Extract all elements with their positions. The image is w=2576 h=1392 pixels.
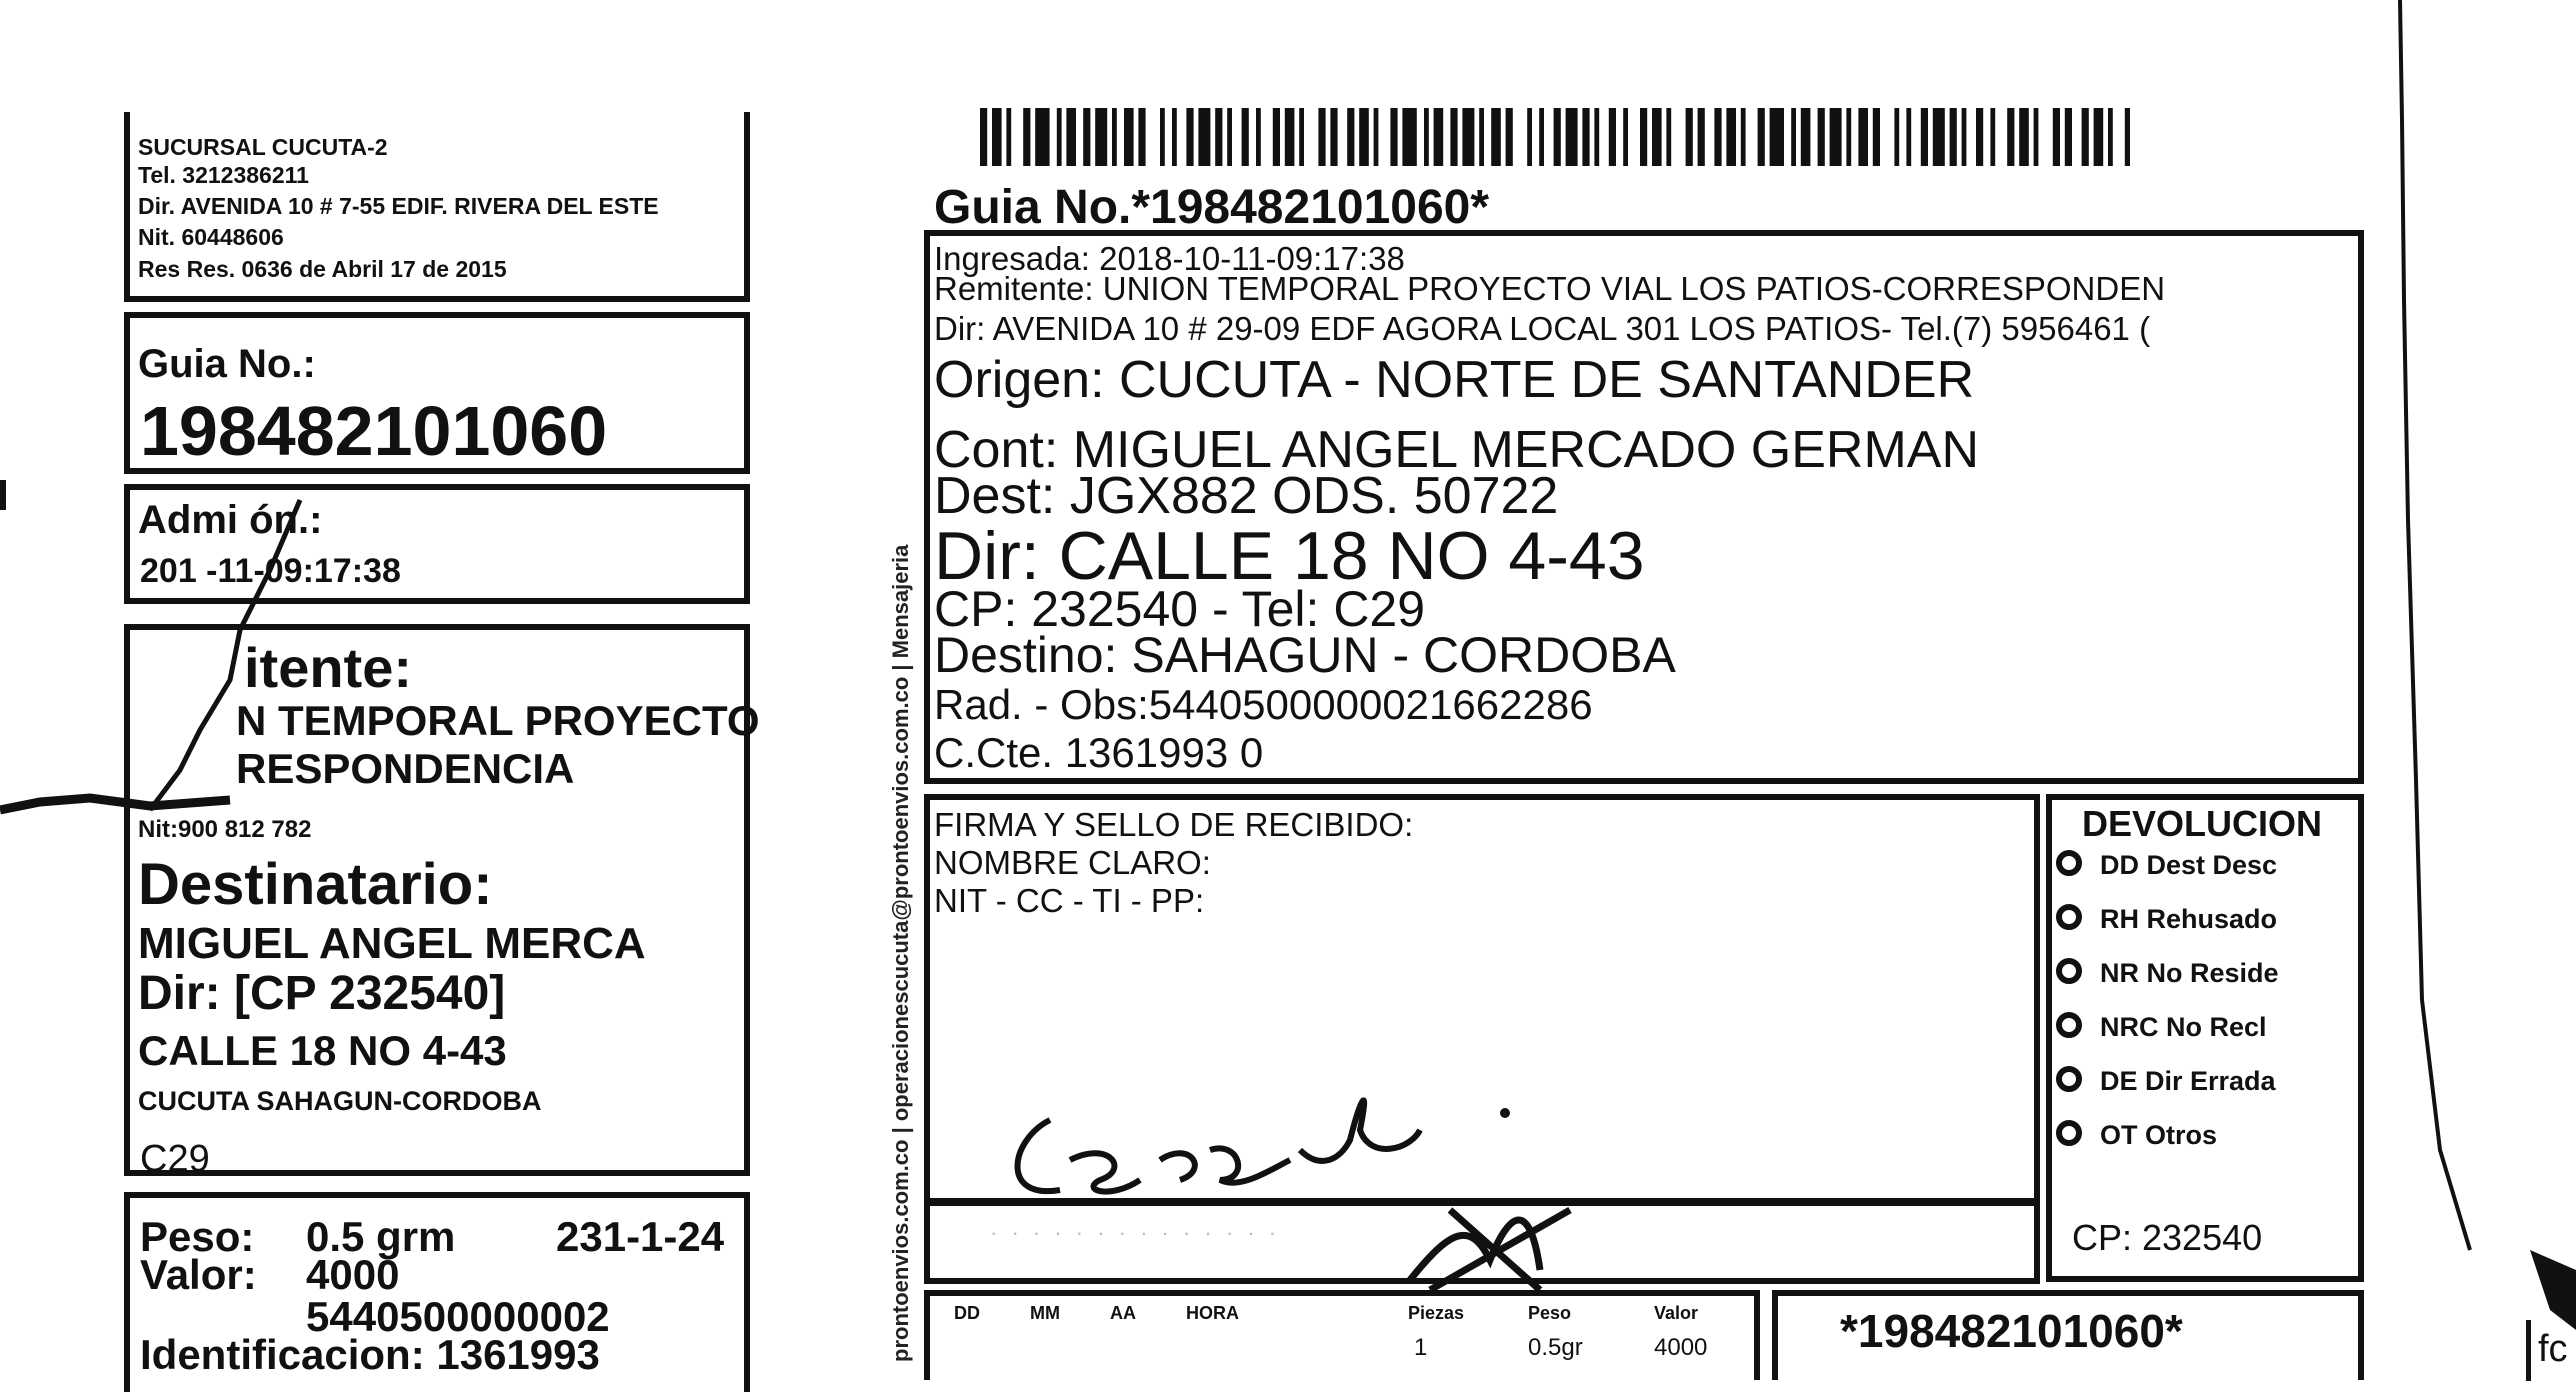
dest-city: CUCUTA SAHAGUN-CORDOBA [138,1086,542,1116]
remitente-label: itente: [244,636,412,699]
ingresada: Ingresada: 2018-10-11-09:17:38 [934,240,1405,277]
vertical-contact-text: prontoenvios.com.co | operacionescucuta@prontoenvios.com.co | Mensajeria [888,544,913,1362]
barcode-bar [1741,108,1746,166]
ccte: C.Cte. 1361993 0 [934,729,1264,776]
barcode-bar [2094,108,2104,166]
barcode-bar [1095,108,1107,166]
barcode-bar [1906,108,1911,166]
option-nr-radio[interactable] [2056,958,2082,984]
peso-value: 0.5 grm [306,1213,456,1260]
guia-number: 198482101060 [140,392,608,470]
barcode-bar [1506,108,1513,166]
barcode-top [980,108,2130,166]
barcode-bar [1390,108,1397,166]
barcode-bar [1933,108,1945,166]
nit-label: Nit:900 812 782 [138,816,312,843]
dir-remitente: Dir: AVENIDA 10 # 29-09 EDF AGORA LOCAL 301 LOS PATIOS- Tel.(7) 5956461 ( [934,310,2151,347]
barcode-bar [1242,108,1249,166]
barcode-bar [2082,108,2089,166]
barcode-bar [1491,108,1501,166]
firma-label: FIRMA Y SELLO DE RECIBIDO: [934,806,1414,843]
barcode-bar [1582,108,1589,166]
branch-dir: Dir. AVENIDA 10 # 7-55 EDIF. RIVERA DEL ESTE [138,193,659,219]
branch-name: SUCURSAL CUCUTA-2 [138,134,388,160]
option-ot-label: OT Otros [2100,1120,2218,1150]
barcode-bar [1402,108,1416,166]
option-nrc-radio[interactable] [2056,1012,2082,1038]
barcode-bar [1066,108,1076,166]
barcode-bar [1527,108,1532,166]
nombre-label: NOMBRE CLARO: [934,844,1211,881]
remitente-line2: RESPONDENCIA [236,745,575,792]
barcode-bar [1374,108,1379,166]
barcode-bar [1791,108,1796,166]
destino: Destino: SAHAGUN - CORDOBA [934,627,1676,683]
remitente: Remitente: UNION TEMPORAL PROYECTO VIAL LOS PATIOS-CORRESPONDEN [934,270,2166,307]
col-dd: DD [954,1303,980,1323]
barcode-bar [1479,108,1484,166]
rad-value: 5440500000002 [306,1293,610,1340]
branch-tel: Tel. 3212386211 [138,162,309,188]
barcode-bar [1462,108,1474,166]
valor-value: 4000 [306,1251,400,1298]
col-valor: Valor [1654,1303,1699,1323]
col-mm: MM [1030,1303,1060,1323]
col-hora: HORA [1186,1303,1239,1323]
barcode-bar [1976,108,1983,166]
barcode-bar [2053,108,2060,166]
faint-strip-text: · · · · · · · · · · · · · · [990,1220,1281,1245]
barcode-bar [1359,108,1369,166]
barcode-bar [1160,108,1165,166]
barcode-bar [1227,108,1232,166]
barcode-bar [1858,108,1868,166]
barcode-bar [1256,108,1261,166]
option-de-radio[interactable] [2056,1066,2082,1092]
rad-obs: Rad. - Obs:5440500000021662286 [934,681,1593,728]
destinatario-label: Destinatario: [138,852,493,917]
barcode-bar [1990,108,1995,166]
option-de-label: DE Dir Errada [2100,1066,2276,1096]
barcode-bar [2034,108,2039,166]
dest: Dest: JGX882 ODS. 50722 [934,467,1559,525]
option-rh-label: RH Rehusado [2100,904,2278,934]
remitente-line1: N TEMPORAL PROYECTO [236,697,760,744]
barcode-bar [1962,108,1967,166]
barcode-bar [1714,108,1721,166]
barcode-bar [1894,108,1899,166]
barcode-bar [1006,108,1011,166]
barcode-bar [1347,108,1354,166]
barcode-bar [1830,108,1842,166]
val-valor: 4000 [1654,1334,1708,1361]
dest-tel: C29 [140,1138,210,1180]
barcode-bar [1726,108,1736,166]
col-piezas: Piezas [1408,1303,1465,1323]
dest-name: MIGUEL ANGEL MERCA [138,919,646,968]
barcode-bar [1285,108,1295,166]
barcode-bar [1424,108,1429,166]
barcode-bar [2108,108,2113,166]
stamp-scribble [1390,1190,1590,1300]
option-nr-label: NR No Reside [2100,958,2279,988]
barcode-bar [1758,108,1765,166]
option-dd-label: DD Dest Desc [2100,850,2278,880]
barcode-bar [1566,108,1578,166]
barcode-bar [1450,108,1457,166]
barcode-bar [1198,108,1210,166]
barcode-bar [1299,108,1304,166]
identificacion: Identificacion: 1361993 [140,1331,600,1378]
barcode-bar [1138,108,1145,166]
branch-nit: Nit. 60448606 [138,224,284,250]
barcode-bar [980,108,987,166]
col-peso: Peso [1528,1303,1572,1323]
barcode-bar [1215,108,1222,166]
dest-dir: Dir: [CP 232540] [138,967,506,1020]
barcode-bar [1035,108,1049,166]
barcode-bar [1686,108,1693,166]
guia-title: Guia No.*198482101060* [934,181,1490,234]
peso-label: Peso: [140,1213,255,1260]
barcode-bar [2065,108,2072,166]
barcode-bar [1623,108,1628,166]
dir-main: Dir: CALLE 18 NO 4-43 [934,518,1645,594]
val-piezas: 1 [1414,1334,1428,1361]
barcode-bar [1318,108,1325,166]
barcode-bar [1083,108,1090,166]
nit-cc-label: NIT - CC - TI - PP: [934,882,1205,919]
tear-mark [0,480,340,880]
barcode-bar [1554,108,1561,166]
barcode-bar [1950,108,1957,166]
edge-fragment: fc [2538,1328,2568,1370]
cp-tel: CP: 232540 - Tel: C29 [934,581,1426,637]
barcode-bar [2019,108,2029,166]
barcode-bar [1172,108,1177,166]
devolucion-title: DEVOLUCION [2082,803,2323,844]
origen: Origen: CUCUTA - NORTE DE SANTANDER [934,351,1975,409]
barcode-bar [1594,108,1599,166]
barcode-bar [1273,108,1280,166]
barcode-bar [1112,108,1117,166]
col-aa: AA [1110,1303,1136,1323]
barcode-bar [1921,108,1928,166]
option-nrc-label: NRC No Recl [2100,1012,2267,1042]
barcode-text: *198482101060* [1840,1305,2183,1357]
barcode-bar [1801,108,1811,166]
barcode-bar [2125,108,2130,166]
option-dd-radio[interactable] [2056,850,2082,876]
barcode-bar [1818,108,1825,166]
ref-code: 231-1-24 [556,1213,725,1260]
val-peso: 0.5gr [1528,1334,1583,1361]
barcode-bar [1698,108,1705,166]
barcode-bar [1186,108,1193,166]
option-rh-radio[interactable] [2056,904,2082,930]
cont: Cont: MIGUEL ANGEL MERCADO GERMAN [934,421,1980,479]
branch-res: Res Res. 0636 de Abril 17 de 2015 [138,256,507,282]
admision-label: Admi ón.: [138,498,323,542]
guia-label: Guia No.: [138,342,316,386]
barcode-bar [1652,108,1662,166]
barcode-bar [1023,108,1030,166]
option-ot-radio[interactable] [2056,1120,2082,1146]
barcode-bar [992,108,1002,166]
dest-street: CALLE 18 NO 4-43 [138,1027,507,1074]
left-stub [0,0,900,1381]
barcode-bar [1057,108,1062,166]
barcode-bar [1640,108,1647,166]
barcode-bar [1124,108,1134,166]
admision-value: 201 -11-09:17:38 [140,552,401,590]
barcode-bar [1330,108,1337,166]
barcode-bar [1434,108,1444,166]
barcode-bar [1609,108,1616,166]
right-edge-tear [2380,0,2576,1381]
barcode-bar [1770,108,1784,166]
devolucion-cp: CP: 232540 [2072,1217,2263,1258]
barcode-bar [1846,108,1851,166]
barcode-bar [1666,108,1671,166]
barcode-bar [2007,108,2014,166]
barcode-bar [1539,108,1544,166]
valor-label: Valor: [140,1251,257,1298]
barcode-bar [1873,108,1880,166]
